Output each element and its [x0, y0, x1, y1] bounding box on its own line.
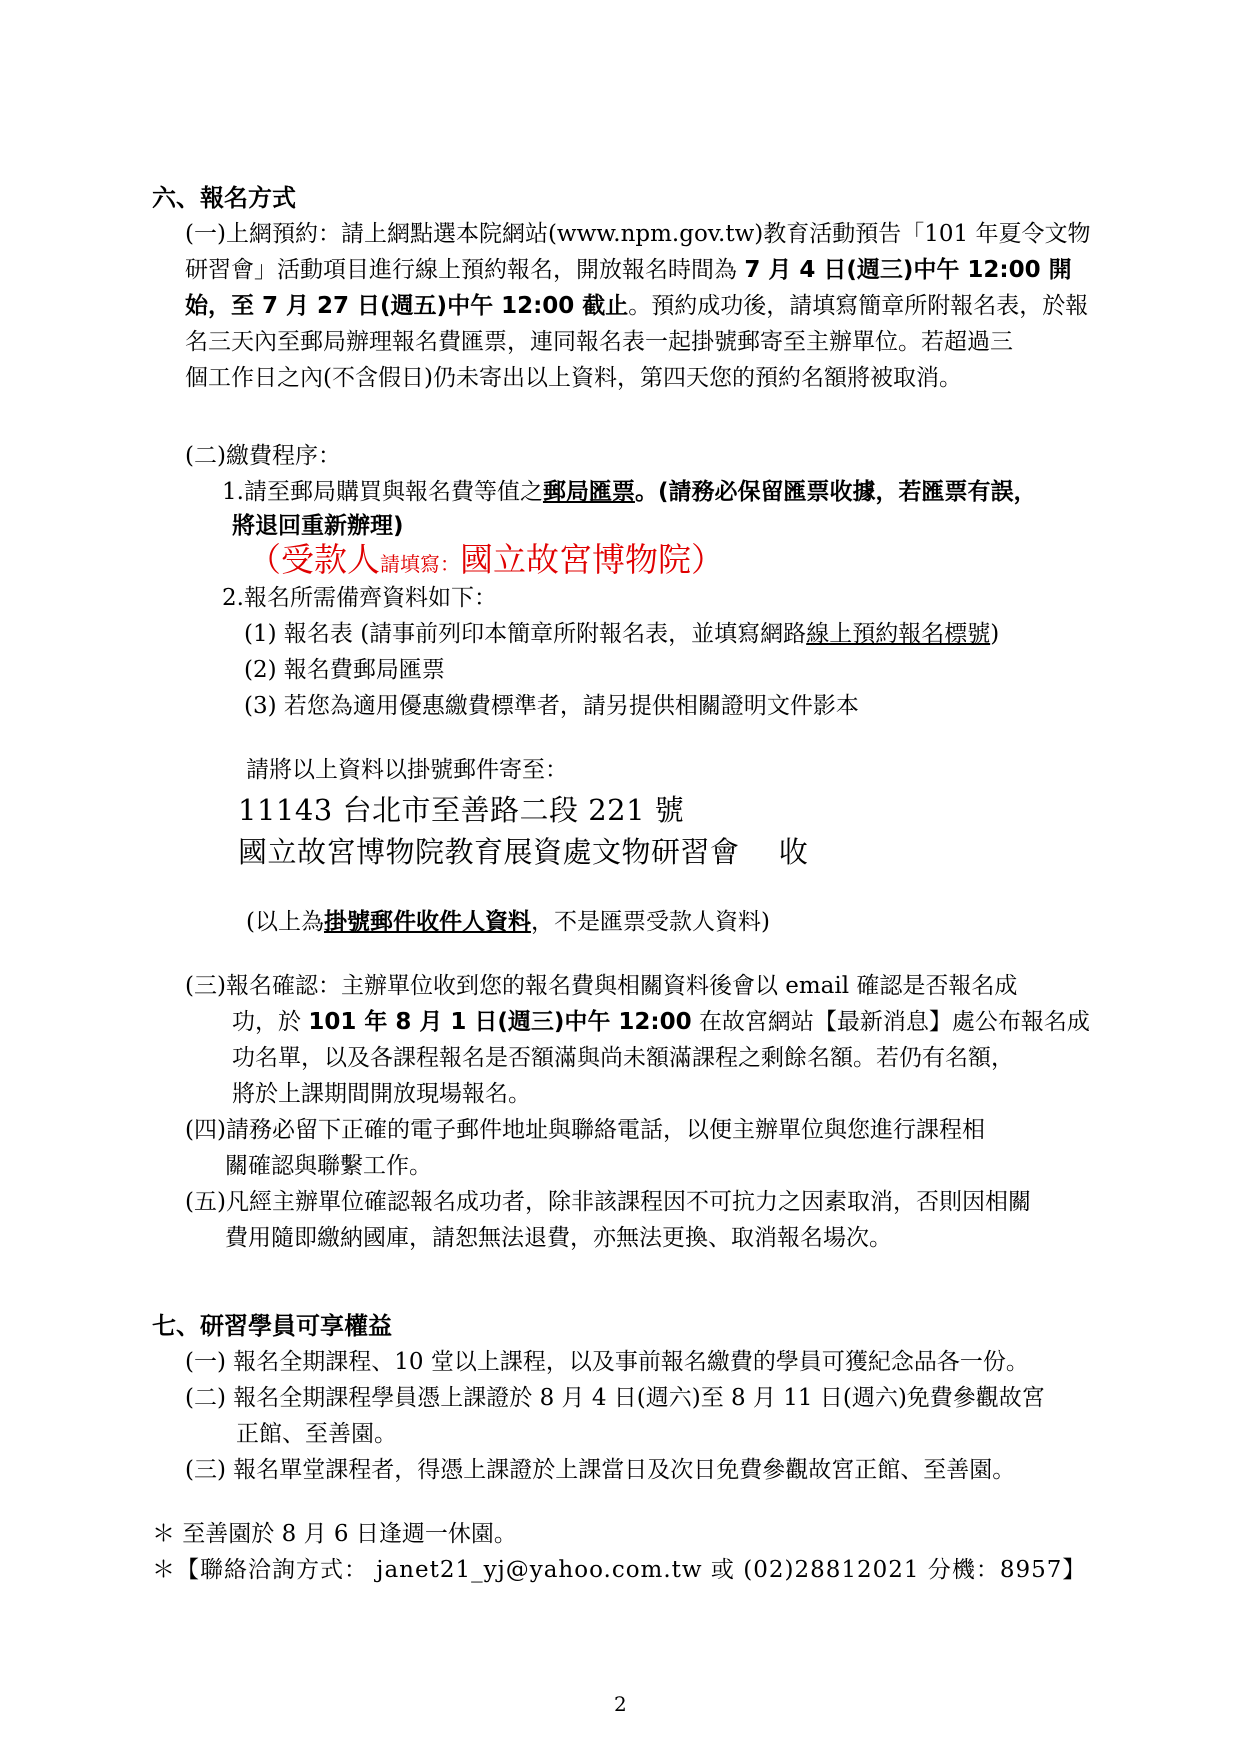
item3-line1: (三)報名確認：主辦單位收到您的報名費與相關資料後會以 email 確認是否報名成: [185, 973, 1018, 999]
payee-line: （受款人請填寫：國立故宮博物院）: [248, 540, 724, 579]
section6-title: 六、報名方式: [152, 184, 296, 212]
page-number: 2: [614, 1692, 627, 1716]
item1-line5: 個工作日之內(不含假日)仍未寄出以上資料，第四天您的預約名額將被取消。: [185, 365, 962, 391]
item1-line1: (一)上網預約：請上網點選本院網站(www.npm.gov.tw)教育活動預告「101 年夏令文物: [185, 221, 1091, 247]
benefit-2-cont: 正館、至善園。: [236, 1421, 397, 1447]
postal-money-order: 郵局匯票: [542, 479, 635, 505]
benefit-1: (一) 報名全期課程、10 堂以上課程，以及事前報名繳費的學員可獲紀念品各一份。: [185, 1349, 1029, 1375]
item5-line1: (五)凡經主辦單位確認報名成功者，除非該課程因不可抗力之因素取消，否則因相關: [185, 1189, 1031, 1215]
payee-name: 國立故宮博物院: [460, 540, 691, 579]
requirement-2: (2) 報名費郵局匯票: [244, 657, 445, 683]
announcement-time: 101 年 8 月 1 日(週三)中午 12:00: [308, 1009, 692, 1035]
item3-line3: 功名單，以及各課程報名是否額滿與尚未額滿課程之剩餘名額。若仍有名額，: [232, 1045, 1014, 1071]
registration-close-time: 始，至 7 月 27 日(週五)中午 12:00 截止: [185, 293, 629, 319]
note-contact-info: ＊【聯絡洽詢方式： janet21_yj@yahoo.com.tw 或 (02)28812021 分機：8957】: [152, 1557, 1087, 1583]
item2-step1: 1.請至郵局購買與報名費等值之郵局匯票。(請務必保留匯票收據，若匯票有誤，: [222, 479, 1037, 505]
registration-open-time: 7 月 4 日(週三)中午 12:00 開: [744, 257, 1072, 283]
benefit-2: (二) 報名全期課程學員憑上課證於 8 月 4 日(週六)至 8 月 11 日(週六)免費參觀故宮: [185, 1385, 1045, 1411]
item1-line2: 研習會」活動項目進行線上預約報名，開放報名時間為 7 月 4 日(週三)中午 12:00 開: [185, 257, 1072, 283]
payee-label: 受款人: [281, 540, 380, 579]
recipient-note: (以上為掛號郵件收件人資料，不是匯票受款人資料): [246, 909, 770, 935]
item3-line2: 功，於 101 年 8 月 1 日(週三)中午 12:00 在故宮網站【最新消息】處公布報名成: [232, 1009, 1090, 1035]
requirement-1: (1) 報名表 (請事前列印本簡章所附報名表，並填寫網路線上預約報名標號): [244, 621, 1000, 647]
mail-address-line1: 11143 台北市至善路二段 221 號: [238, 793, 685, 827]
note-closed-day: ＊ 至善園於 8 月 6 日逢週一休園。: [152, 1521, 517, 1547]
mail-intro: 請將以上資料以掛號郵件寄至：: [246, 757, 568, 783]
section7-title: 七、研習學員可享權益: [152, 1312, 392, 1340]
item4-line1: (四)請務必留下正確的電子郵件地址與聯絡電話，以便主辦單位與您進行課程相: [185, 1117, 985, 1143]
item4-line2: 關確認與聯繫工作。: [225, 1153, 432, 1179]
item2-step1-cont: 將退回重新辦理): [232, 513, 404, 539]
requirement-3: (3) 若您為適用優惠繳費標準者，請另提供相關證明文件影本: [244, 693, 859, 719]
item3-line4: 將於上課期間開放現場報名。: [232, 1081, 531, 1107]
item1-line3: 始，至 7 月 27 日(週五)中午 12:00 截止。預約成功後，請填寫簡章所附報名表，於報: [185, 293, 1089, 319]
mail-address-line2: 國立故宮博物院教育展資處文物研習會 收: [238, 835, 809, 869]
item1-line4: 名三天內至郵局辦理報名費匯票，連同報名表一起掛號郵寄至主辦單位。若超過三: [185, 329, 1013, 355]
item5-line2: 費用隨即繳納國庫，請恕無法退費，亦無法更換、取消報名場次。: [225, 1225, 892, 1251]
benefit-3: (三) 報名單堂課程者，得憑上課證於上課當日及次日免費參觀故宮正館、至善園。: [185, 1457, 1016, 1483]
item2-title: (二)繳費程序：: [185, 443, 341, 469]
item2-step2: 2.報名所需備齊資料如下：: [222, 585, 497, 611]
